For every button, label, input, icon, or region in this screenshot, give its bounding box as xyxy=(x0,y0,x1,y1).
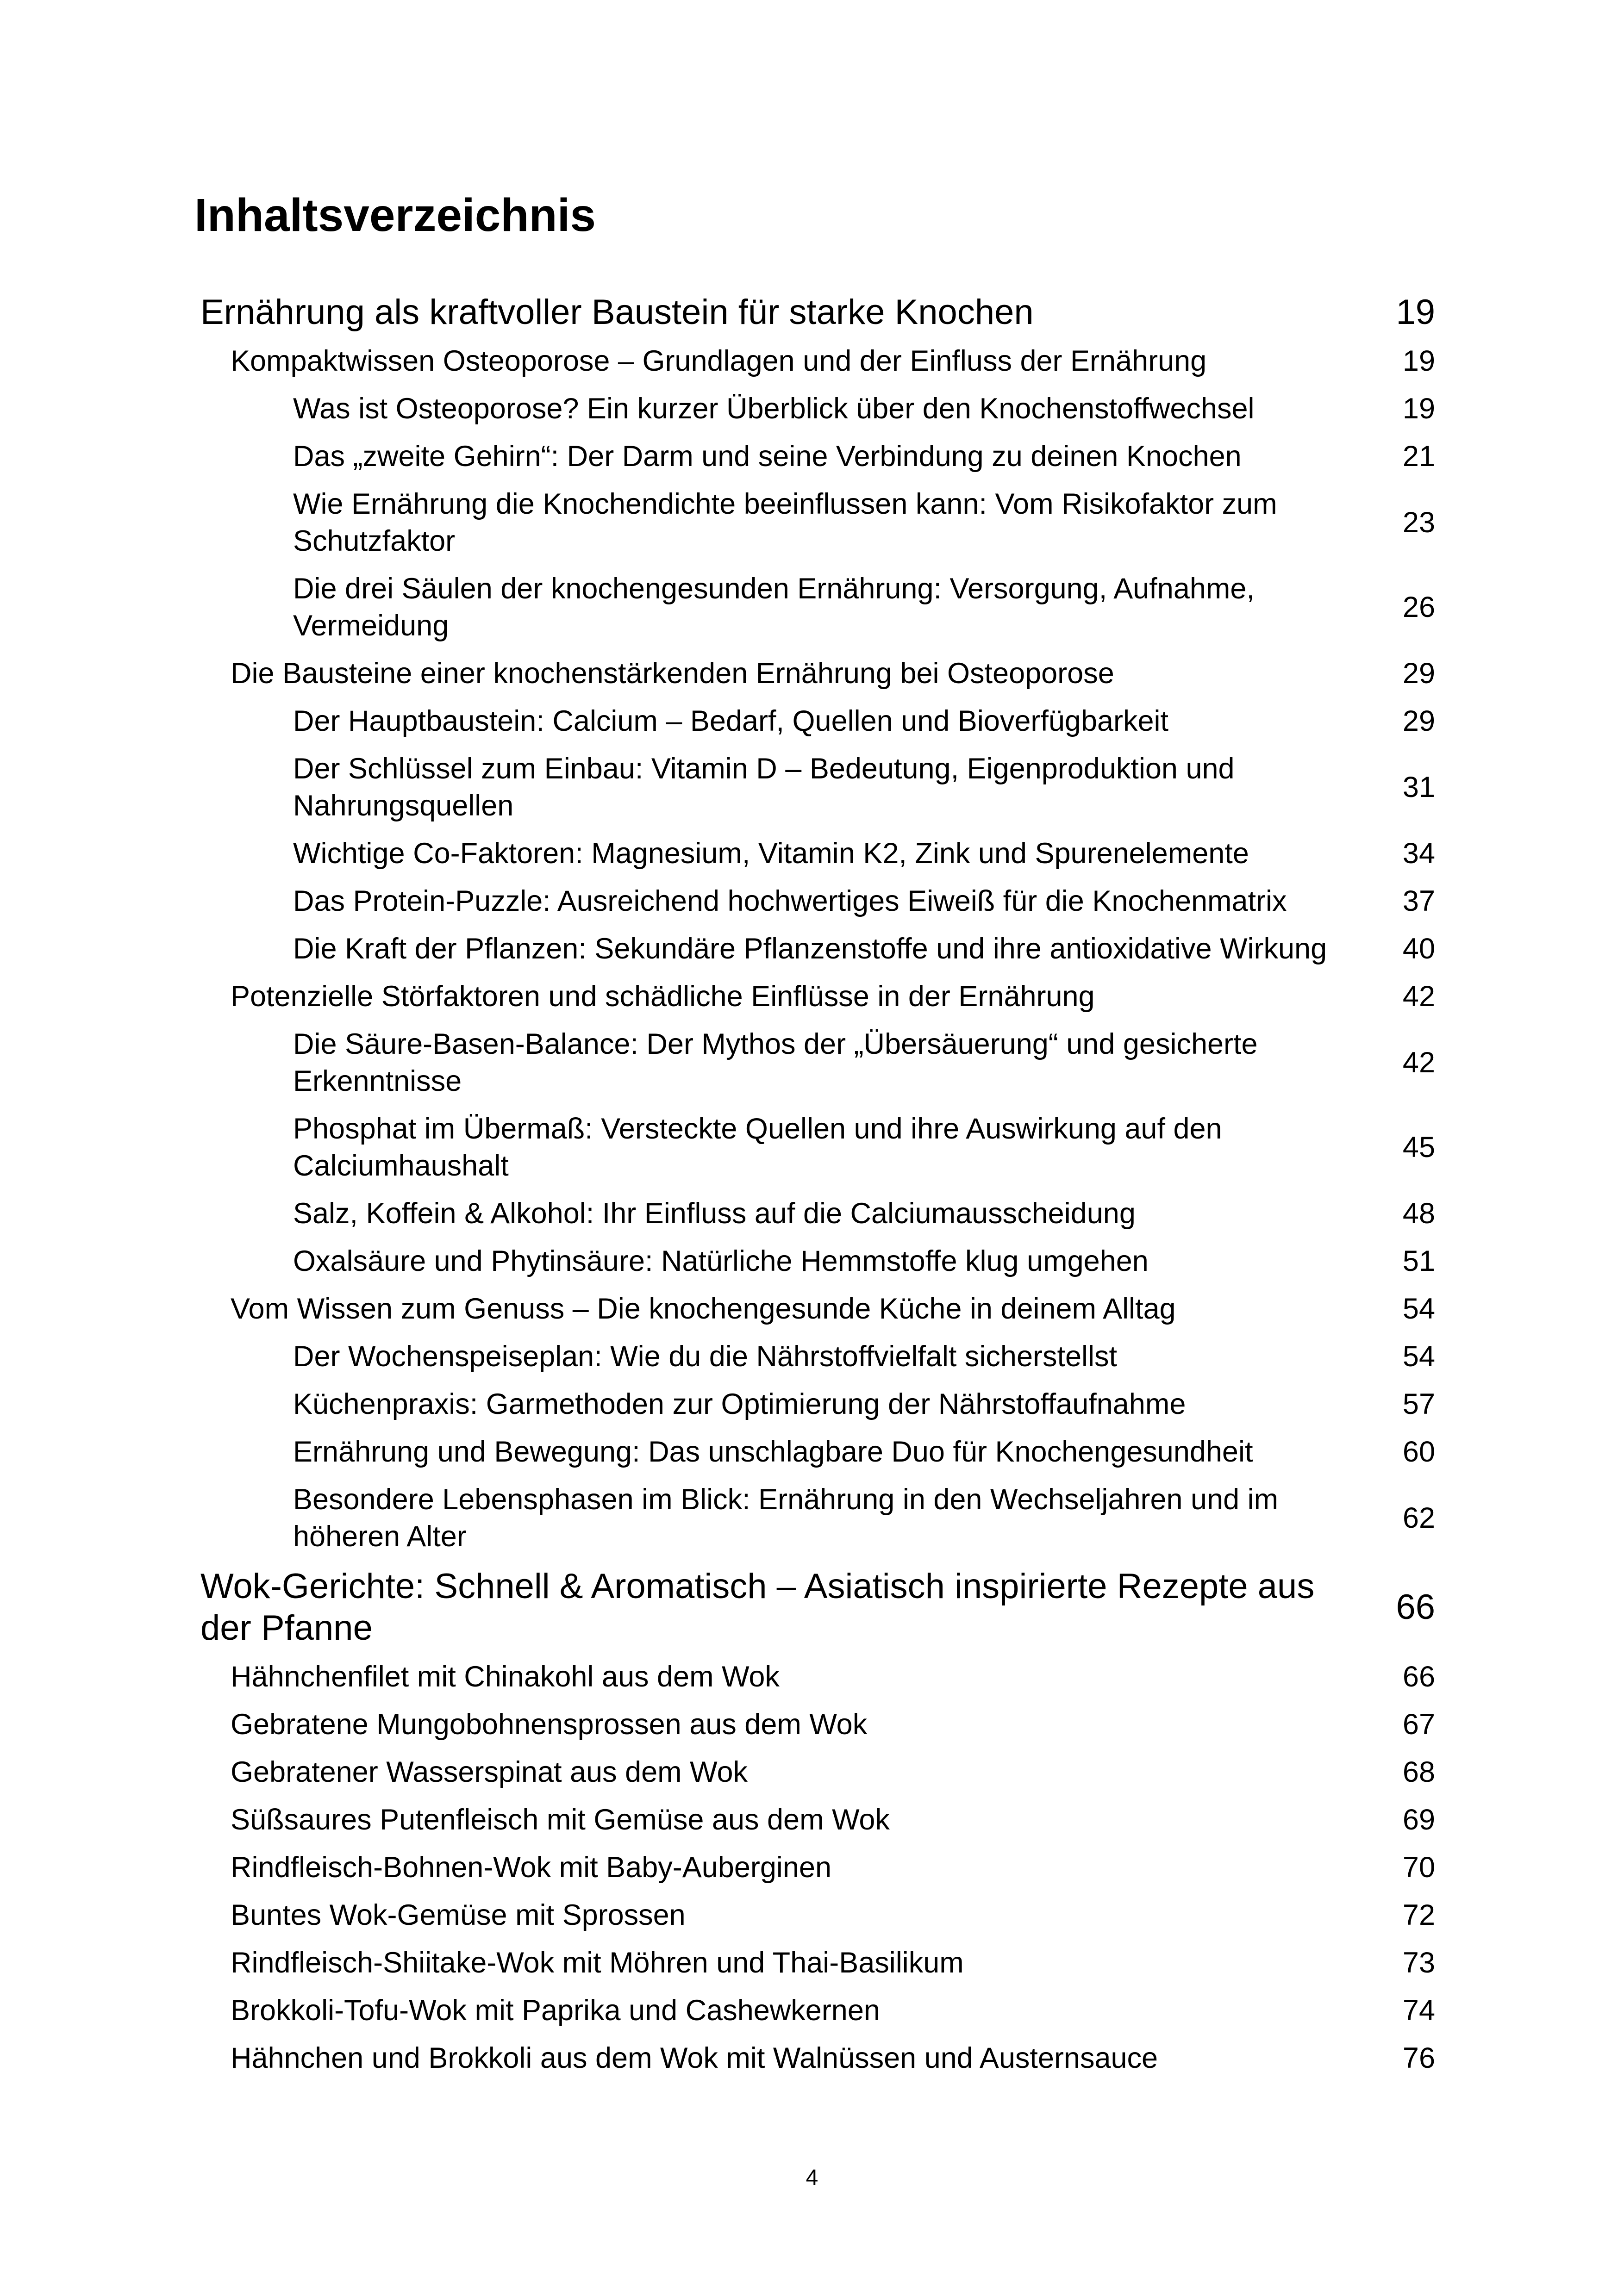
toc-entry-level-3[interactable] xyxy=(200,1481,1435,1555)
toc-entry-page: 67 xyxy=(1402,1708,1435,1741)
toc-entry-level-3[interactable] xyxy=(200,1386,1435,1423)
toc-entry-level-3[interactable] xyxy=(200,703,1435,740)
toc-entry-page: 70 xyxy=(1402,1851,1435,1884)
toc-entry-title: Süßsaures Putenfleisch mit Gemüse aus dem Wok xyxy=(231,1804,890,1836)
toc-entry-title: Ernährung als kraftvoller Baustein für starke Knochen xyxy=(200,292,1034,332)
toc-entry-title: Kompaktwissen Osteoporose – Grundlagen und der Einfluss der Ernährung xyxy=(231,345,1207,377)
toc-entry-level-3[interactable] xyxy=(200,570,1435,644)
toc-entry-title: Die Säure-Basen-Balance: Der Mythos der „Übersäuerung“ und gesicherte Erkenntnisse xyxy=(293,1028,1258,1097)
toc-entry-level-2[interactable] xyxy=(200,1897,1435,1934)
toc-entry-page: 74 xyxy=(1402,1994,1435,2027)
toc-entry-page: 69 xyxy=(1402,1804,1435,1836)
toc-entry-title: Hähnchenfilet mit Chinakohl aus dem Wok xyxy=(231,1661,780,1693)
toc-entry-level-3[interactable] xyxy=(200,1195,1435,1232)
toc-entry-page: 57 xyxy=(1402,1388,1435,1420)
toc-entry-title: Besondere Lebensphasen im Blick: Ernährung in den Wechseljahren und im höheren Alter xyxy=(293,1483,1279,1553)
toc-entry-title: Potenzielle Störfaktoren und schädliche Einflüsse in der Ernährung xyxy=(231,980,1095,1013)
toc-entry-title: Salz, Koffein & Alkohol: Ihr Einfluss auf die Calciumausscheidung xyxy=(293,1197,1136,1230)
toc-entry-level-2[interactable] xyxy=(200,1944,1435,1981)
toc-entry-page: 42 xyxy=(1402,980,1435,1013)
toc-entry-level-3[interactable] xyxy=(200,1243,1435,1280)
toc-entry-page: 54 xyxy=(1402,1293,1435,1325)
toc-entry-level-3[interactable] xyxy=(200,883,1435,920)
toc-entry-level-2[interactable] xyxy=(200,342,1435,380)
toc-entry-title: Hähnchen und Brokkoli aus dem Wok mit Walnüssen und Austernsauce xyxy=(231,2042,1158,2074)
toc-entry-title: Wie Ernährung die Knochendichte beeinflussen kann: Vom Risikofaktor zum Schutzfaktor xyxy=(293,488,1277,557)
toc-entry-page: 72 xyxy=(1402,1899,1435,1931)
toc-entry-page: 45 xyxy=(1402,1131,1435,1164)
page-title: Inhaltsverzeichnis xyxy=(194,189,596,241)
toc-entry-title: Gebratene Mungobohnensprossen aus dem Wok xyxy=(231,1708,868,1741)
toc-entry-title: Brokkoli-Tofu-Wok mit Paprika und Cashewkernen xyxy=(231,1994,880,2027)
toc-entry-title: Ernährung und Bewegung: Das unschlagbare Duo für Knochengesundheit xyxy=(293,1436,1253,1468)
toc-entry-title: Der Schlüssel zum Einbau: Vitamin D – Bedeutung, Eigenproduktion und Nahrungsquellen xyxy=(293,753,1235,822)
toc-entry-title: Vom Wissen zum Genuss – Die knochengesunde Küche in deinem Alltag xyxy=(231,1293,1176,1325)
toc-entry-page: 66 xyxy=(1402,1661,1435,1693)
toc-entry-page: 31 xyxy=(1402,771,1435,803)
toc-entry-page: 34 xyxy=(1402,837,1435,870)
toc-entry-title: Küchenpraxis: Garmethoden zur Optimierung der Nährstoffaufnahme xyxy=(293,1388,1186,1420)
toc-entry-page: 19 xyxy=(1402,392,1435,425)
toc-entry-level-2[interactable] xyxy=(200,1658,1435,1695)
toc-entry-title: Die drei Säulen der knochengesunden Ernährung: Versorgung, Aufnahme, Vermeidung xyxy=(293,572,1255,642)
toc-entry-page: 19 xyxy=(1402,345,1435,377)
toc-entry-page: 40 xyxy=(1402,933,1435,965)
toc-entry-level-1[interactable] xyxy=(200,292,1435,333)
toc-entry-page: 73 xyxy=(1402,1947,1435,1979)
toc-entry-page: 54 xyxy=(1402,1340,1435,1373)
toc-entry-title: Der Wochenspeiseplan: Wie du die Nährstoffvielfalt sicherstellst xyxy=(293,1340,1117,1373)
toc-entry-level-2[interactable] xyxy=(200,1849,1435,1886)
toc-entry-page: 62 xyxy=(1402,1502,1435,1534)
toc-entry-title: Das Protein-Puzzle: Ausreichend hochwertiges Eiweiß für die Knochenmatrix xyxy=(293,885,1287,917)
toc-entry-title: Wok-Gerichte: Schnell & Aromatisch – Asiatisch inspirierte Rezepte aus der Pfanne xyxy=(200,1567,1315,1648)
toc-entry-page: 29 xyxy=(1402,657,1435,690)
toc-entry-page: 68 xyxy=(1402,1756,1435,1788)
toc-entry-page: 66 xyxy=(1396,1587,1435,1627)
toc-entry-level-3[interactable] xyxy=(200,438,1435,475)
toc-entry-level-2[interactable] xyxy=(200,1992,1435,2029)
toc-entry-level-1[interactable] xyxy=(200,1566,1435,1649)
toc-entry-page: 37 xyxy=(1402,885,1435,917)
table-of-contents xyxy=(200,292,1435,2087)
toc-entry-title: Wichtige Co-Faktoren: Magnesium, Vitamin K2, Zink und Spurenelemente xyxy=(293,837,1249,870)
toc-entry-page: 60 xyxy=(1402,1436,1435,1468)
toc-entry-page: 51 xyxy=(1402,1245,1435,1277)
toc-entry-title: Phosphat im Übermaß: Versteckte Quellen und ihre Auswirkung auf den Calciumhaushalt xyxy=(293,1113,1222,1182)
toc-entry-title: Rindfleisch-Bohnen-Wok mit Baby-Auberginen xyxy=(231,1851,831,1884)
toc-entry-page: 21 xyxy=(1402,440,1435,473)
toc-entry-title: Die Kraft der Pflanzen: Sekundäre Pflanzenstoffe und ihre antioxidative Wirkung xyxy=(293,933,1327,965)
toc-entry-level-3[interactable] xyxy=(200,930,1435,967)
toc-entry-page: 26 xyxy=(1402,591,1435,623)
toc-entry-level-3[interactable] xyxy=(200,1338,1435,1375)
toc-entry-level-3[interactable] xyxy=(200,835,1435,872)
page-number: 4 xyxy=(806,2165,818,2190)
toc-entry-page: 76 xyxy=(1402,2042,1435,2074)
toc-entry-page: 19 xyxy=(1396,292,1435,332)
toc-entry-title: Rindfleisch-Shiitake-Wok mit Möhren und Thai-Basilikum xyxy=(231,1947,964,1979)
toc-entry-title: Buntes Wok-Gemüse mit Sprossen xyxy=(231,1899,686,1931)
toc-entry-title: Was ist Osteoporose? Ein kurzer Überblick über den Knochenstoffwechsel xyxy=(293,392,1255,425)
toc-entry-level-2[interactable] xyxy=(200,1290,1435,1327)
toc-entry-title: Die Bausteine einer knochenstärkenden Ernährung bei Osteoporose xyxy=(231,657,1114,690)
toc-entry-page: 23 xyxy=(1402,506,1435,539)
toc-entry-title: Der Hauptbaustein: Calcium – Bedarf, Quellen und Bioverfügbarkeit xyxy=(293,705,1169,737)
toc-entry-level-3[interactable] xyxy=(200,485,1435,560)
toc-entry-page: 42 xyxy=(1402,1046,1435,1079)
toc-entry-level-2[interactable] xyxy=(200,1754,1435,1791)
toc-entry-level-2[interactable] xyxy=(200,1706,1435,1743)
toc-entry-page: 48 xyxy=(1402,1197,1435,1230)
toc-entry-level-2[interactable] xyxy=(200,2040,1435,2077)
toc-entry-title: Das „zweite Gehirn“: Der Darm und seine Verbindung zu deinen Knochen xyxy=(293,440,1242,473)
toc-entry-page: 29 xyxy=(1402,705,1435,737)
toc-entry-title: Gebratener Wasserspinat aus dem Wok xyxy=(231,1756,748,1788)
toc-entry-level-3[interactable] xyxy=(200,1110,1435,1184)
toc-entry-title: Oxalsäure und Phytinsäure: Natürliche Hemmstoffe klug umgehen xyxy=(293,1245,1149,1277)
toc-entry-level-2[interactable] xyxy=(200,978,1435,1015)
toc-entry-level-2[interactable] xyxy=(200,655,1435,692)
toc-entry-level-3[interactable] xyxy=(200,390,1435,427)
toc-entry-level-3[interactable] xyxy=(200,750,1435,824)
toc-entry-level-3[interactable] xyxy=(200,1433,1435,1470)
toc-entry-level-2[interactable] xyxy=(200,1801,1435,1838)
toc-entry-level-3[interactable] xyxy=(200,1026,1435,1100)
